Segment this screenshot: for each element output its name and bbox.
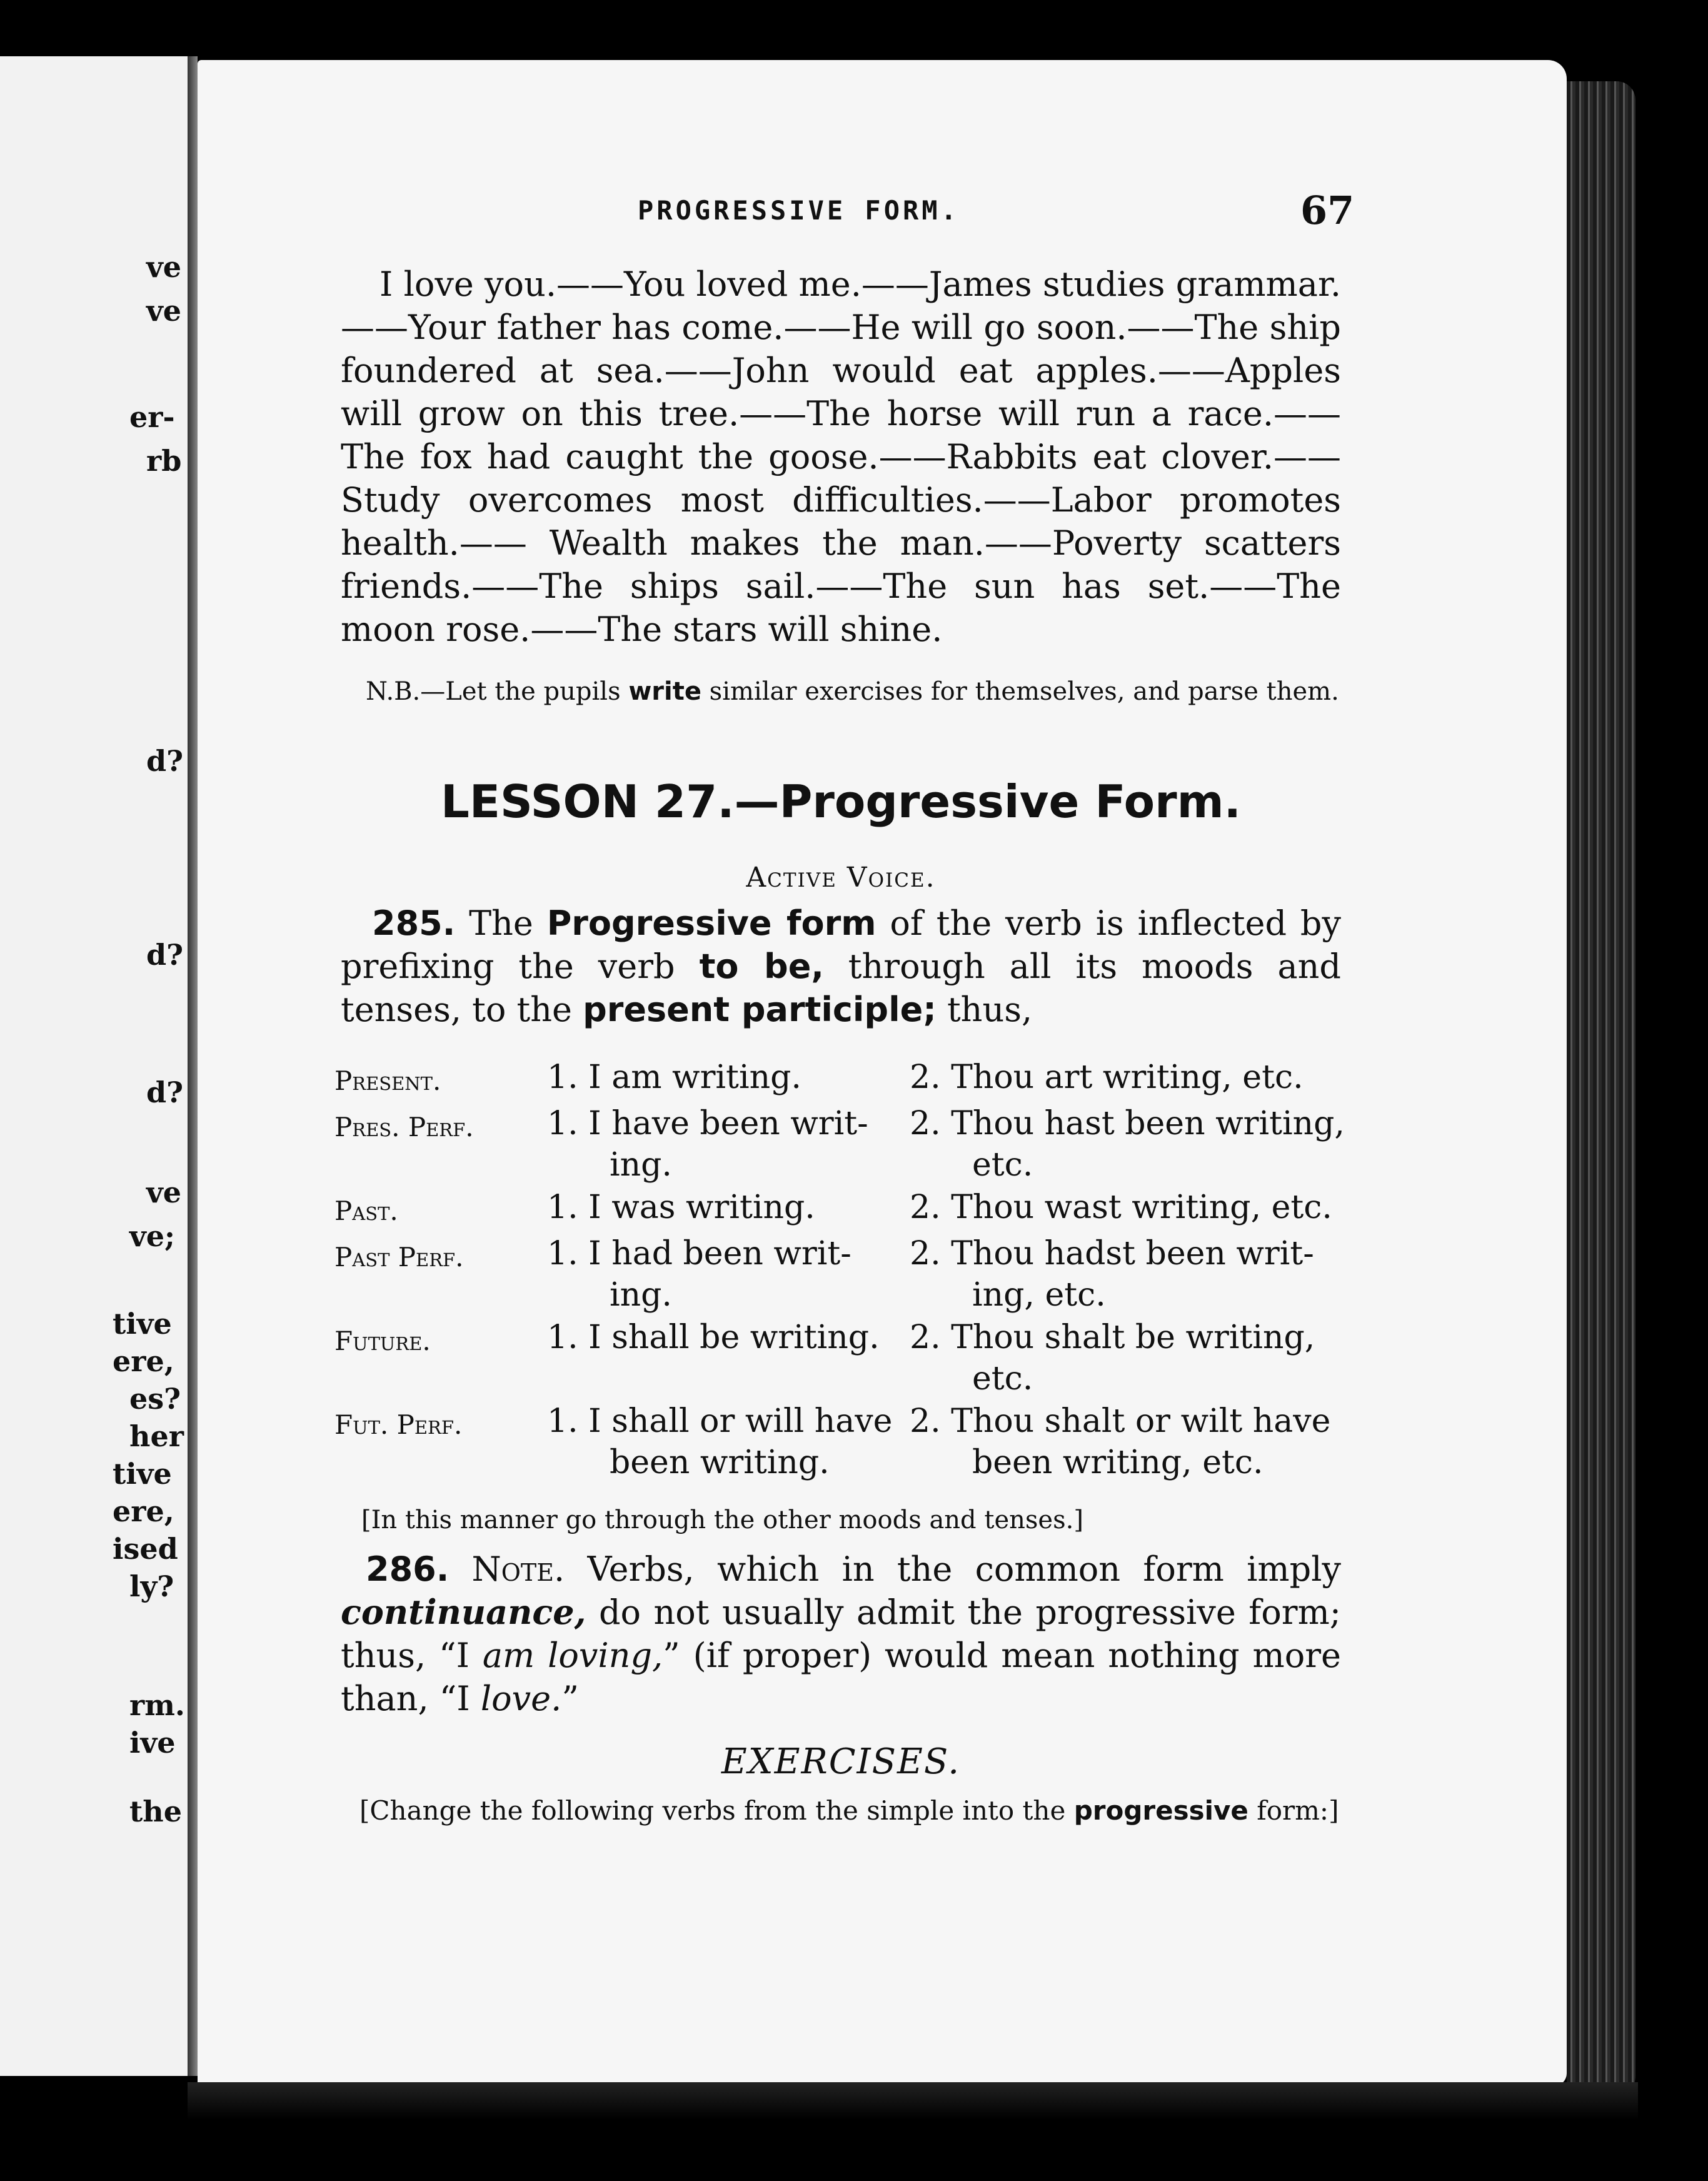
term-progressive: progressive — [1073, 1795, 1248, 1826]
running-head: PROGRESSIVE FORM. — [638, 195, 960, 226]
manner-note: [In this manner go through the other moods and tenses.] — [361, 1506, 1083, 1534]
left-page-fragment-text: the — [129, 1795, 182, 1828]
first-person-continuation: ing. — [610, 1276, 672, 1314]
left-page-fragment-text: ve — [146, 294, 181, 328]
left-page-fragment-text: d? — [146, 744, 184, 778]
conjugation-row — [334, 1317, 1347, 1399]
left-page-fragment-text: rb — [146, 444, 182, 478]
left-page-fragment-text: her — [129, 1419, 184, 1453]
text: thus, — [936, 990, 1033, 1029]
lesson-title: LESSON 27.—Progressive Form. — [440, 775, 1242, 828]
section-number: 285. — [372, 904, 456, 943]
book-spine — [188, 56, 198, 2076]
left-page-fragment-text: rm. — [129, 1688, 185, 1722]
first-person-form — [535, 1317, 910, 1399]
first-person-line: 1. I shall or will have — [547, 1403, 893, 1440]
left-page-fragment-text: ised — [113, 1532, 178, 1566]
text: ” (if proper) would mean nothing more than, “I — [341, 1636, 1341, 1718]
term-continuance: continuance, — [341, 1592, 586, 1632]
tense-label: Future. — [334, 1326, 431, 1356]
second-person-form — [910, 1057, 1347, 1102]
first-person-line: 1. I have been writ- — [547, 1105, 868, 1142]
left-page-fragment — [0, 56, 191, 2076]
second-person-continuation: etc. — [972, 1360, 1033, 1398]
first-person-continuation: ing. — [610, 1146, 672, 1184]
text: Verbs, which in the common form imply — [565, 1549, 1341, 1589]
tense-label: Past Perf. — [334, 1242, 464, 1272]
second-person-continuation: been writing, etc. — [972, 1444, 1263, 1481]
conjugation-row — [334, 1187, 1347, 1232]
text: [Change the following verbs from the simple into the — [359, 1795, 1074, 1826]
nb-note-text: N.B.—Let the pupils — [366, 677, 629, 706]
left-page-fragment-text: ve — [146, 1176, 181, 1209]
left-page-fragment-text: ere, — [113, 1494, 174, 1528]
page-edges — [1567, 81, 1635, 2101]
left-page-fragment-text: tive — [113, 1457, 172, 1491]
first-person-continuation: been writing. — [610, 1444, 830, 1481]
first-person-form — [535, 1233, 910, 1316]
second-person-line: 2. Thou shalt or wilt have — [910, 1403, 1331, 1440]
first-person-line: 1. I was writing. — [547, 1189, 815, 1226]
second-person-line: 2. Thou wast writing, etc. — [910, 1189, 1332, 1226]
left-page-fragment-text: ive — [129, 1726, 176, 1760]
section-286 — [341, 1548, 1341, 1720]
tense-label: Past. — [334, 1196, 398, 1226]
tense-label: Fut. Perf. — [334, 1409, 463, 1440]
conjugation-row — [334, 1233, 1347, 1316]
nb-note-text-end: similar exercises for themselves, and parse them. — [701, 677, 1339, 706]
text: do not usually admit the progressive form; thus, “I — [341, 1593, 1341, 1675]
first-person-line: 1. I shall be writing. — [547, 1319, 880, 1356]
text: The — [455, 904, 547, 943]
second-person-line: 2. Thou hast been writing, — [910, 1105, 1345, 1142]
term-to-be: to be, — [699, 947, 824, 986]
section-number: 286. — [366, 1549, 450, 1589]
second-person-line: 2. Thou hadst been writ- — [910, 1235, 1314, 1272]
left-page-fragment-text: ly? — [129, 1569, 174, 1603]
second-person-line: 2. Thou art writing, etc. — [910, 1059, 1304, 1096]
note-label: Note. — [449, 1549, 565, 1589]
conjugation-row — [334, 1057, 1347, 1102]
book-bottom-edge — [188, 2082, 1638, 2120]
left-page-fragment-text: d? — [146, 938, 184, 972]
second-person-form — [910, 1187, 1347, 1232]
page-number: 67 — [1300, 188, 1355, 233]
exercises-heading: EXERCISES. — [721, 1741, 961, 1782]
example-am-loving: am loving, — [482, 1636, 663, 1675]
second-person-continuation: etc. — [972, 1146, 1033, 1184]
intro-exercise-paragraph: I love you.——You loved me.——James studies grammar. ——Your father has come.——He will go soon.——The ship foundered at sea.——John would eat apples.——Apples will grow on this tree.——The horse will run a race.——The fox had caught the goose.——Rabbits eat clover.——Study overcomes most difficulties.——Labor promotes health.—— Wealth makes the man.——Poverty scatters friends.——The ships sail.——The sun has set.——The moon rose.——The stars will shine. — [341, 264, 1341, 649]
term-present-participle: present participle; — [583, 990, 937, 1029]
first-person-form — [535, 1057, 910, 1102]
example-love: love. — [480, 1679, 562, 1718]
second-person-continuation: ing, etc. — [972, 1276, 1106, 1314]
conjugation-row — [334, 1103, 1347, 1186]
change-note — [341, 1795, 1341, 1827]
conjugation-row — [334, 1401, 1347, 1483]
conjugation-table — [334, 1057, 1347, 1484]
second-person-form — [910, 1401, 1347, 1483]
text: form:] — [1248, 1795, 1339, 1826]
first-person-line: 1. I had been writ- — [547, 1235, 851, 1272]
section-285 — [341, 902, 1341, 1031]
first-person-form — [535, 1401, 910, 1483]
left-page-fragment-text: ere, — [113, 1344, 174, 1378]
text: of the verb is inflected by prefixing the verb — [341, 904, 1341, 986]
second-person-form — [910, 1317, 1347, 1399]
first-person-form — [535, 1187, 910, 1232]
first-person-line: 1. I am writing. — [547, 1059, 801, 1096]
voice-heading: Active Voice. — [746, 862, 936, 894]
left-page-fragment-text: ve; — [129, 1219, 175, 1253]
text: through all its moods and tenses, to the — [341, 947, 1341, 1029]
second-person-form — [910, 1103, 1347, 1186]
left-page-fragment-text: ve — [146, 250, 181, 284]
text: ” — [561, 1679, 579, 1718]
tense-label: Pres. Perf. — [334, 1112, 474, 1142]
first-person-form — [535, 1103, 910, 1186]
left-page-fragment-text: tive — [113, 1307, 172, 1341]
term-progressive-form: Progressive form — [546, 904, 877, 943]
left-page-fragment-text: er- — [129, 400, 175, 434]
nb-note — [341, 675, 1341, 708]
second-person-form — [910, 1233, 1347, 1316]
second-person-line: 2. Thou shalt be writing, — [910, 1319, 1315, 1356]
left-page-fragment-text: es? — [129, 1382, 181, 1416]
left-page-fragment-text: d? — [146, 1075, 184, 1109]
tense-label: Present. — [334, 1065, 441, 1096]
nb-note-emphasis: write — [628, 677, 701, 706]
